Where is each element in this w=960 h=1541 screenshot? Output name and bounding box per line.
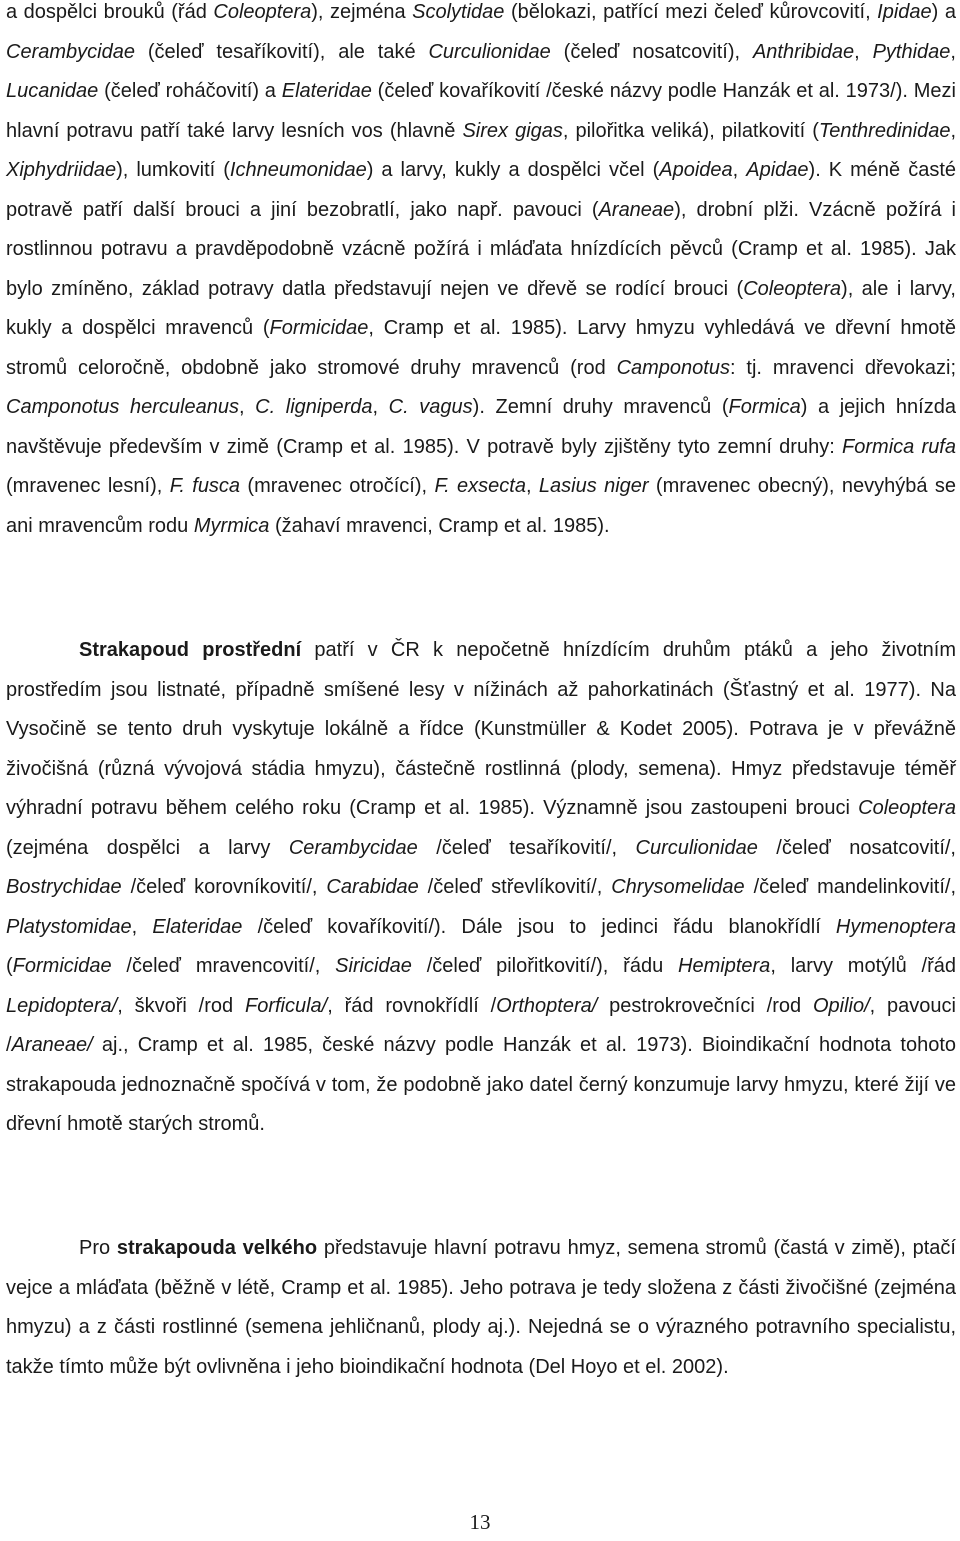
italic-taxon-text: Hymenoptera <box>835 915 956 938</box>
paragraph-great-spotted-woodpecker <box>6 1229 956 1387</box>
body-text-segment: patří v ČR k nepočetně hnízdícím druhům ptáků a jeho životním prostředím jsou listnaté, případně smíšené lesy v nížinách až pahorkatinách (Šťastný et al. 1977). Na Vysočině se tento druh vyskytuje lokálně a řídce (Kunstmüller & Kodet 2005). Potrava je v převážně živočišná (různá vývojová stádia hmyzu), částečně rostlinná (plody, semena). Hmyz představuje téměř výhradní potravu během celého roku (Cramp et al. 1985). Významně jsou zastoupeni brouci <box>6 639 956 819</box>
body-text-segment: ), zejména <box>311 1 413 23</box>
body-text-segment: , <box>950 40 956 63</box>
body-text-segment: /čeleď nosatcovití/, <box>757 836 956 859</box>
italic-taxon-text: Scolytidae <box>412 1 505 23</box>
italic-taxon-text: C. vagus <box>388 396 473 418</box>
italic-taxon-text: Coleoptera <box>213 1 312 23</box>
body-text-segment: a dospělci brouků (řád <box>6 1 214 23</box>
body-text-segment: /čeleď mandelinkovití/, <box>744 876 957 898</box>
italic-taxon-text: Formica <box>728 396 801 418</box>
italic-taxon-text: Curculionidae <box>428 40 551 63</box>
italic-taxon-text: Cerambycidae <box>6 40 135 63</box>
italic-taxon-text: Tenthredinidae <box>818 119 951 142</box>
paragraph-diet-dendrocopos-martius <box>6 0 956 546</box>
italic-taxon-text: Bostrychidae <box>6 876 122 898</box>
body-text-segment: představuje hlavní potravu hmyz, semena stromů (častá v zimě), ptačí vejce a mláďata (běžně v létě, Cramp et al. 1985). Jeho potrava je tedy složena z části živočišné (zejména hmyzu) a z části rostlinné (semena jehličnanů, plody aj.). Nejedná se o výrazného potravního specialistu, takže tímto může být ovlivněna i jeho bioindikační hodnota (Del Hoyo et el. 2002). <box>6 1237 956 1378</box>
body-text-segment: (mravenec obecný), nevyhýbá se ani mravencům rodu <box>6 475 956 537</box>
body-text-segment: , <box>732 159 747 181</box>
italic-taxon-text: Apoidea <box>659 159 733 181</box>
italic-taxon-text: Elateridae <box>281 80 372 102</box>
italic-taxon-text: Platystomidae <box>6 915 132 938</box>
body-text-segment: ). K méně časté potravě patří další brouci a jiní bezobratlí, jako např. pavouci ( <box>6 159 956 221</box>
body-text-segment: (mravenec lesní), <box>6 475 170 497</box>
italic-taxon-text: Ichneumonidae <box>229 159 367 181</box>
italic-taxon-text: Sirex gigas <box>462 119 563 142</box>
body-text-segment: , škvoři /rod <box>117 994 245 1017</box>
italic-taxon-text: Araneae/ <box>11 1034 93 1056</box>
italic-taxon-text: F. exsecta <box>434 475 526 497</box>
body-text-segment: , larvy motýlů /řád <box>770 955 956 977</box>
body-text-segment: /čeleď střevlíkovití/, <box>418 876 612 898</box>
body-text-segment: (čeleď nosatcovití), <box>550 40 753 63</box>
body-text-segment: /čeleď kovaříkovití/). Dále jsou to jedinci řádu blanokřídlí <box>242 915 836 938</box>
italic-taxon-text: Elateridae <box>152 915 243 938</box>
italic-taxon-text: Coleoptera <box>858 797 956 819</box>
body-text-segment: aj., Cramp et al. 1985, české názvy podle Hanzák et al. 1973). Bioindikační hodnota tohoto strakapouda jednoznačně spočívá v tom, že podobně jako datel černý konzumuje larvy hmyzu, které žijí ve dřevní hmotě starých stromů. <box>6 1034 956 1135</box>
body-text-segment: ) a jejich hnízda navštěvuje především v zimě (Cramp et al. 1985). V potravě byly zjištěny tyto zemní druhy: <box>6 396 956 458</box>
italic-taxon-text: Apidae <box>746 159 809 181</box>
italic-taxon-text: Lepidoptera/ <box>6 994 118 1017</box>
body-text-segment: (čeleď roháčovití) a <box>98 80 282 102</box>
italic-taxon-text: Xiphydriidae <box>6 159 117 181</box>
italic-taxon-text: Pythidae <box>872 40 951 63</box>
italic-taxon-text: Chrysomelidae <box>611 876 745 898</box>
body-text-segment: pestrokrovečníci /rod <box>597 994 813 1017</box>
italic-taxon-text: Opilio/ <box>812 994 870 1017</box>
italic-taxon-text: Myrmica <box>193 514 270 537</box>
body-text-segment: (čeleď tesaříkovití), ale také <box>134 40 429 63</box>
body-text-segment: , <box>238 396 256 418</box>
body-text-segment: ), ale i larvy, kukly a dospělci mravenců ( <box>6 277 956 339</box>
paragraph-middle-spotted-woodpecker <box>6 631 956 1145</box>
body-text-segment: ), lumkovití ( <box>116 159 230 181</box>
body-text-segment: ). Zemní druhy mravenců ( <box>472 396 729 418</box>
body-text-segment: Pro <box>79 1237 117 1259</box>
italic-taxon-text: Forficula/ <box>244 994 328 1017</box>
body-text-segment: (bělokazi, patřící mezi čeleď kůrovcovití, <box>504 1 878 23</box>
body-text-segment: , <box>372 396 389 418</box>
italic-taxon-text: Formicidae <box>269 317 369 339</box>
italic-taxon-text: Formicidae <box>12 955 112 977</box>
italic-taxon-text: Curculionidae <box>635 836 758 859</box>
bold-species-name: strakapouda velkého <box>116 1237 318 1259</box>
bold-species-name: Strakapoud prostřední <box>79 639 302 661</box>
body-text-segment: , <box>131 915 153 938</box>
italic-taxon-text: Coleoptera <box>743 277 842 300</box>
italic-taxon-text: Araneae <box>598 198 675 221</box>
body-text-segment: (zejména dospělci a larvy <box>6 836 289 859</box>
italic-taxon-text: Cerambycidae <box>288 836 418 859</box>
italic-taxon-text: Camponotus herculeanus <box>6 396 239 418</box>
body-text-segment: /čeleď tesaříkovití/, <box>417 836 636 859</box>
body-text-segment: /čeleď pilořitkovití/), řádu <box>411 955 679 977</box>
body-text-segment: (čeleď kovaříkovití /české názvy podle Hanzák et al. 1973/). Mezi hlavní potravu patří také larvy lesních vos (hlavně <box>6 80 956 142</box>
italic-taxon-text: Camponotus <box>616 356 730 379</box>
body-text-segment: (žahaví mravenci, Cramp et al. 1985). <box>269 514 610 537</box>
body-text-segment: /čeleď mravencovití/, <box>111 955 336 977</box>
italic-taxon-text: Lasius niger <box>538 475 649 497</box>
body-text-segment: ( <box>6 955 13 977</box>
italic-taxon-text: Lucanidae <box>6 80 99 102</box>
italic-taxon-text: Carabidae <box>326 876 419 898</box>
italic-taxon-text: Hemiptera <box>678 955 771 977</box>
body-text-segment: ) a larvy, kukly a dospělci včel ( <box>366 159 660 181</box>
italic-taxon-text: Formica rufa <box>842 435 956 458</box>
italic-taxon-text: Siricidae <box>335 955 412 977</box>
body-text-segment: ) a <box>931 1 956 23</box>
body-text-segment: , řád rovnokřídlí / <box>327 994 497 1017</box>
body-text-segment: : tj. mravenci dřevokazi; <box>729 356 956 379</box>
body-text-segment: , pavouci / <box>6 994 956 1056</box>
body-text-segment: (mravenec otročící), <box>240 475 435 497</box>
italic-taxon-text: Ipidae <box>877 1 932 23</box>
body-text-segment: , pilořitka veliká), pilatkovití ( <box>562 119 819 142</box>
body-text-segment: ), drobní plži. Vzácně požírá i rostlinnou potravu a pravděpodobně vzácně požírá i mláďata hnízdících pěvců (Cramp et al. 1985). Jak bylo zmíněno, základ potravy datla představují nejen ve dřevě se rodící brouci ( <box>6 198 956 300</box>
body-text-segment: , <box>950 119 957 142</box>
italic-taxon-text: Anthribidae <box>752 40 855 63</box>
italic-taxon-text: F. fusca <box>169 475 241 497</box>
body-text-segment: , <box>854 40 873 63</box>
italic-taxon-text: Orthoptera/ <box>496 994 598 1017</box>
body-text-segment: /čeleď korovníkovití/, <box>121 876 327 898</box>
page-number: 13 <box>469 1510 491 1534</box>
body-text-segment: , Cramp et al. 1985). Larvy hmyzu vyhledává ve dřevní hmotě stromů celoročně, obdobně jako stromové druhy mravenců (rod <box>6 317 956 379</box>
italic-taxon-text: C. ligniperda <box>255 396 373 418</box>
body-text-segment: , <box>525 475 539 497</box>
